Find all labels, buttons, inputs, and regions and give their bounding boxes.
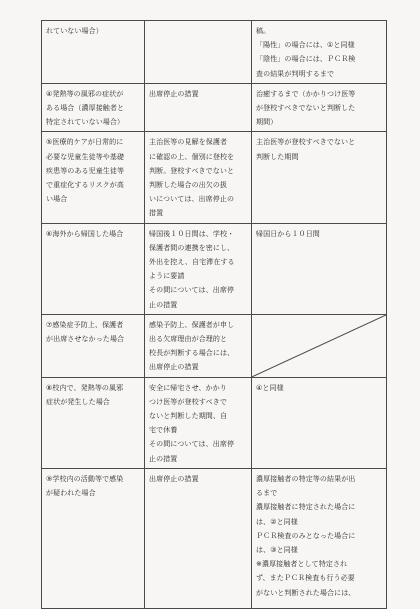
condition-text: 疾患等のある児童生徒等 [46,166,125,175]
condition-cell [42,223,145,314]
period-cell [252,377,387,468]
period-text: がないと判断された場合には、 [256,588,356,597]
period-text: が登校すべきでないと判断した [256,104,356,113]
measure-text: に確認の上、個別に登校を [149,152,235,161]
measure-text: 帰国後１０日間は、学校・ [149,229,235,238]
measure-text: その間については、出席停 [149,286,235,295]
measure-text: 主治医等の見解を保護者 [149,138,228,147]
condition-cell [42,468,145,608]
condition-text: ある場合（濃厚接触者と [46,104,125,113]
period-text: 主治医等が登校すべきでないと [256,138,356,147]
period-cell [252,468,387,608]
measure-text: 感染予防上、保護者が申し [149,320,235,329]
period-text: 治癒するまで（かかりつけ医等 [256,89,356,98]
period-text: は、②と同様 [256,517,298,526]
measure-cell [145,132,252,223]
measure-text: 措置 [149,209,164,218]
condition-text: ⑧校内で、発熱等の風邪 [46,383,124,392]
table-row [42,21,387,84]
measure-text: 安全に帰宅させ、かかり [149,383,227,392]
condition-text: れていない場合） [46,27,103,35]
period-text: ず、またＰＣＲ検査も行う必要 [256,574,355,583]
measure-text: 止の措置 [149,454,178,463]
table-body [42,21,387,609]
condition-text: い場合 [46,195,68,204]
period-text: ④と同様 [256,383,284,392]
period-text: 判断した期間 [256,152,299,161]
diagonal-slash [252,315,386,377]
period-text: 「陰性」の場合には、ＰＣＲ検 [256,55,356,64]
condition-text: ⑨学校内の活動等で感染 [46,474,124,483]
condition-text: が出席させなかった場合 [46,335,125,344]
condition-text: ⑦感染症予防上、保護者 [46,320,124,329]
attendance-measures-table [41,20,387,609]
measure-text: 外出を控え、自宅滞在する [149,258,235,267]
period-text: 濃厚接触者の特定等の結果が出 [256,474,356,483]
condition-text: で重症化するリスクが高 [46,181,124,190]
measure-cell [145,314,252,377]
measure-text: 保護者間の連携を密にし、 [149,243,235,252]
measure-text: 判断した場合の出欠の扱 [149,181,228,190]
condition-text: ④発熱等の風邪の症状が [46,89,124,98]
period-cell [252,132,387,223]
condition-cell [42,21,145,84]
measure-text: 止の措置 [149,300,178,309]
measure-text: 宅で休養 [149,426,178,435]
period-text: 濃厚接触者に特定された場合に [256,503,356,512]
period-text: ＰＣＲ検査のみとなった場合に [256,531,356,540]
measure-cell [145,83,252,132]
period-text: 稿。 [256,27,271,35]
condition-cell [42,132,145,223]
condition-text: ⑥海外から帰国した場合 [46,229,124,238]
table-row [42,83,387,132]
period-text: 帰国日から１０日間 [256,229,320,238]
condition-text: ⑤医療的ケアが日常的に [46,138,124,147]
measure-text: 出る欠席理由が合理的と [149,335,228,344]
condition-text: 特定されていない場合） [46,118,125,127]
condition-text: 必要な児童生徒等や基礎 [46,152,125,161]
measure-cell [145,468,252,608]
period-text: るまで [256,489,278,498]
period-text: ※濃厚接触者として特定され [256,560,348,569]
period-text: 期間） [256,118,278,127]
measure-cell [145,377,252,468]
measure-text: 出席停止の措置 [149,474,199,483]
measure-text: 出席停止の措置 [149,89,199,98]
period-text: 「陽性」の場合には、①と同様 [256,41,355,50]
period-text: は、③と同様 [256,545,298,554]
measure-text: いについては、出席停止の [149,195,235,204]
table-row [42,314,387,377]
measure-text: ように要請 [149,272,185,281]
condition-text: 症状が発生した場合 [46,397,110,406]
condition-text: が疑われた場合 [46,489,96,498]
period-cell [252,223,387,314]
table-row [42,223,387,314]
condition-cell [42,377,145,468]
condition-cell [42,83,145,132]
period-text: 査の結果が判明するまで [256,69,335,78]
measure-text: 出席停止の措置 [149,363,199,372]
table-row [42,377,387,468]
table-row [42,468,387,608]
measure-text: ないと判断した期間、自 [149,412,228,421]
measure-text: つけ医等が登校すべきで [149,397,227,406]
table-row [42,132,387,223]
measure-cell [145,21,252,84]
not-applicable-cell [252,314,387,377]
measure-cell [145,223,252,314]
period-cell [252,21,387,84]
measure-text: 判断。登校すべきでないと [149,166,235,175]
measure-text: 校長が判断する場合には、 [149,349,235,358]
condition-cell [42,314,145,377]
period-cell [252,83,387,132]
measure-text: その間については、出席停 [149,440,235,449]
